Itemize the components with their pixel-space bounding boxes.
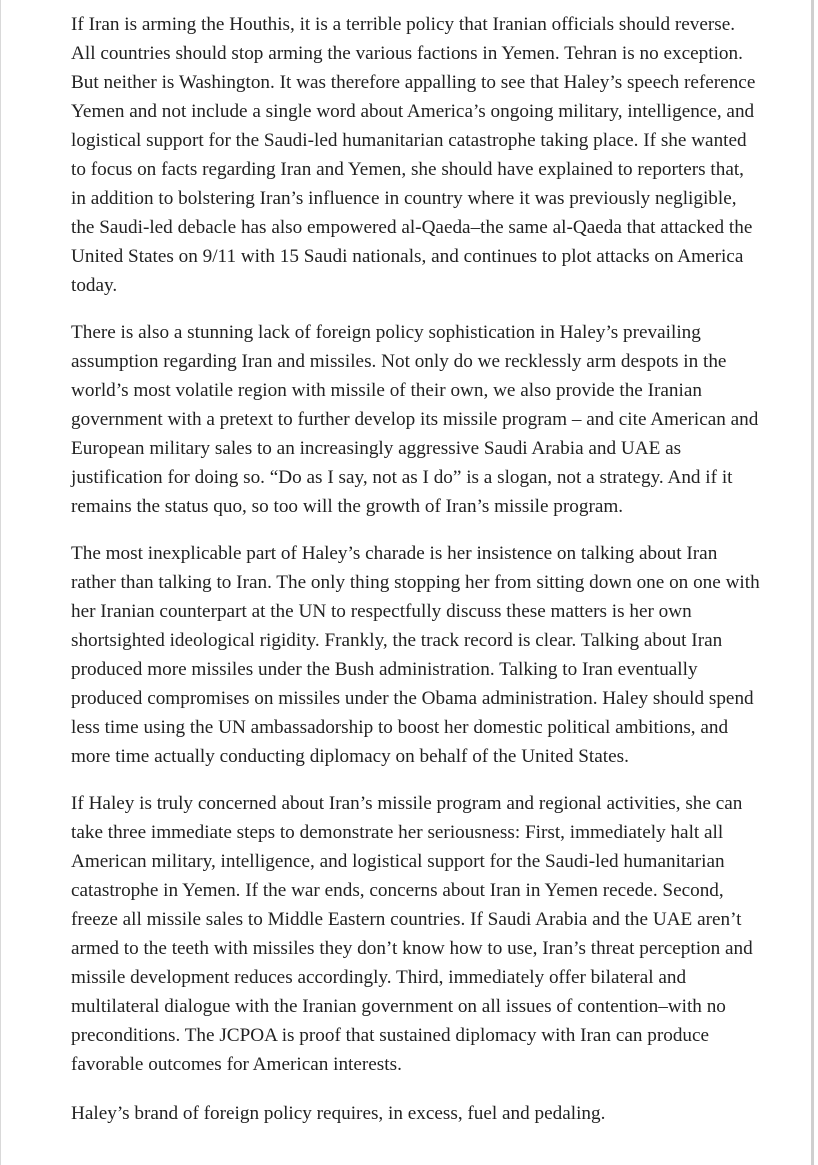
paragraph-3: The most inexplicable part of Haley’s charade is her insistence on talking about Iran rather than talking to Iran. The only thing stopping her from sitting down one on one with her Iranian counterpart at the UN to respectfully discuss these matters is her own shortsighted ideological rigidity. Frankly, the track record is clear. Talking about Iran produced more missiles under the Bush administration. Talking to Iran eventually produced compromises on missiles under the Obama administration. Haley should spend less time using the UN ambassadorship to boost her domestic political ambitions, and more time actually conducting diplomacy on behalf of the United States. [71, 543, 760, 767]
paragraph-4: If Haley is truly concerned about Iran’s missile program and regional activities, she can take three immediate steps to demonstrate her seriousness: First, immediately halt all American military, intelligence, and logistical support for the Saudi-led humanitarian catastrophe in Yemen. If the war ends, concerns about Iran in Yemen recede. Second, freeze all missile sales to Middle Eastern countries. If Saudi Arabia and the UAE aren’t armed to the teeth with missiles they don’t know how to use, Iran’s threat perception and missile development reduces accordingly. Third, immediately offer bilateral and multilateral dialogue with the Iranian government on all issues of contention–with no preconditions. The JCPOA is proof that sustained diplomacy with Iran can produce favorable outcomes for American interests. [71, 793, 753, 1075]
article-body [71, 10, 761, 1128]
paragraph-5-text: Haley’s brand of foreign policy requires, in excess, fuel and pedaling. [71, 1103, 606, 1124]
paragraph-2: There is also a stunning lack of foreign policy sophistication in Haley’s prevailing assumption regarding Iran and missiles. Not only do we recklessly arm despots in the world’s most volatile region with missile of their own, we also provide the Iranian government with a pretext to further develop its missile program – and cite American and European military sales to an increasingly aggressive Saudi Arabia and UAE as justification for doing so. “Do as I say, not as I do” is a slogan, not a strategy. And if it remains the status quo, so too will the growth of Iran’s missile program. [71, 322, 759, 517]
paragraph-1: If Iran is arming the Houthis, it is a terrible policy that Iranian officials should reverse. All countries should stop arming the various factions in Yemen. Tehran is no exception. But neither is Washington. It was therefore appalling to see that Haley’s speech reference Yemen and not include a single word about America’s ongoing military, intelligence, and logistical support for the Saudi-led humanitarian catastrophe taking place. If she wanted to focus on facts regarding Iran and Yemen, she should have explained to reporters that, in addition to bolstering Iran’s influence in country where it was previously negligible, the Saudi-led debacle has also empowered al-Qaeda–the same al-Qaeda that attacked the United States on 9/11 with 15 Saudi nationals, and continues to plot attacks on America today. [71, 14, 756, 296]
paragraph-5-partial [71, 1097, 761, 1124]
